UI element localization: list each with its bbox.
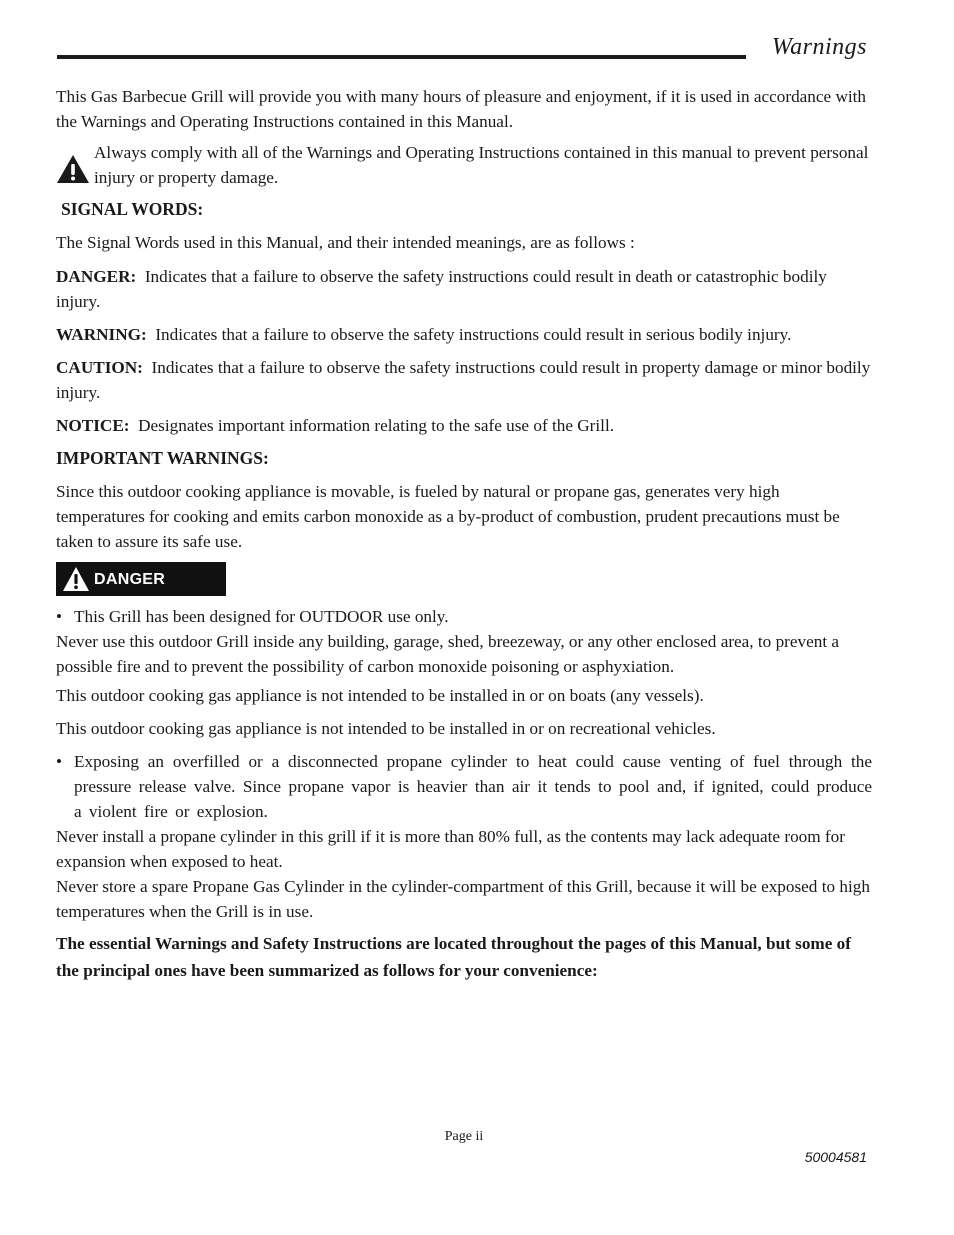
signal-text: Indicates that a failure to observe the safety instructions could result in death or catastrophic bodily injury. [56, 267, 827, 311]
signal-text: Designates important information relating to the safe use of the Grill. [138, 416, 615, 435]
bullet-icon: • [56, 752, 63, 771]
page-number: Page ii [444, 1129, 484, 1144]
signal-caution [56, 355, 872, 405]
danger-warning-icon [62, 566, 90, 592]
page-title: Warnings [771, 34, 867, 60]
signal-words-intro: The Signal Words used in this Manual, and their intended meanings, are as follows : [56, 233, 635, 252]
signal-label: NOTICE: [56, 416, 130, 435]
outdoor-bullet-text: This Grill has been designed for OUTDOOR use only. [74, 607, 449, 626]
header-rule [57, 55, 746, 59]
closing-paragraph: The essential Warnings and Safety Instructions are located throughout the pages of this Manual, but some of the principal ones have been summarized as follows for your convenience: [56, 934, 851, 980]
outdoor-paragraph-2: This outdoor cooking gas appliance is not intended to be installed in or on boats (any vessels). [56, 686, 704, 705]
propane-paragraph-1: Never install a propane cylinder in this grill if it is more than 80% full, as the contents may lack adequate room for expansion when exposed to heat. [56, 827, 845, 871]
warning-triangle-icon [56, 140, 94, 191]
intro-paragraph: This Gas Barbecue Grill will provide you with many hours of pleasure and enjoyment, if it is used in accordance with the Warnings and Operating Instructions contained in this Manual. [56, 87, 866, 131]
signal-label: CAUTION: [56, 358, 143, 377]
comply-notice [56, 140, 872, 191]
danger-banner-label: DANGER [94, 570, 166, 588]
signal-words-heading: SIGNAL WORDS: [61, 199, 204, 219]
signal-warning [56, 322, 872, 347]
outdoor-bullet [56, 604, 872, 629]
bullet-icon: • [56, 607, 63, 626]
signal-text: Indicates that a failure to observe the safety instructions could result in serious bodily injury. [155, 325, 792, 344]
outdoor-paragraph-3: This outdoor cooking gas appliance is not intended to be installed in or on recreational vehicles. [56, 719, 716, 738]
content [56, 84, 872, 984]
signal-notice [56, 413, 872, 438]
signal-label: WARNING: [56, 325, 147, 344]
signal-text: Indicates that a failure to observe the safety instructions could result in property damage or minor bodily injury. [56, 358, 871, 402]
important-warnings-text: Since this outdoor cooking appliance is movable, is fueled by natural or propane gas, generates very high temperatures for cooking and emits carbon monoxide as a by-product of combustion, prudent precautions must be taken to assure its safe use. [56, 482, 840, 551]
danger-banner [56, 562, 226, 596]
propane-bullet-text: Exposing an overfilled or a disconnected propane cylinder to heat could cause venting of fuel through the pressure release valve. Since propane vapor is heavier than air it tends to pool and, if ignited, could produce a violent fire or explosion. [74, 752, 872, 821]
propane-paragraph-2: Never store a spare Propane Gas Cylinder in the cylinder-compartment of this Grill, because it will be exposed to high temperatures when the Grill is in use. [56, 877, 870, 921]
signal-danger [56, 264, 872, 314]
comply-text: Always comply with all of the Warnings and Operating Instructions contained in this manual to prevent personal injury or property damage. [94, 143, 869, 187]
document-number: 50004581 [804, 1149, 867, 1165]
outdoor-paragraph-1: Never use this outdoor Grill inside any building, garage, shed, breezeway, or any other enclosed area, to prevent a possible fire and to prevent the possibility of carbon monoxide poisoning or asphyxiation. [56, 632, 840, 676]
signal-label: DANGER: [56, 267, 137, 286]
important-warnings-heading: IMPORTANT WARNINGS: [56, 448, 269, 468]
propane-bullet [56, 749, 872, 824]
